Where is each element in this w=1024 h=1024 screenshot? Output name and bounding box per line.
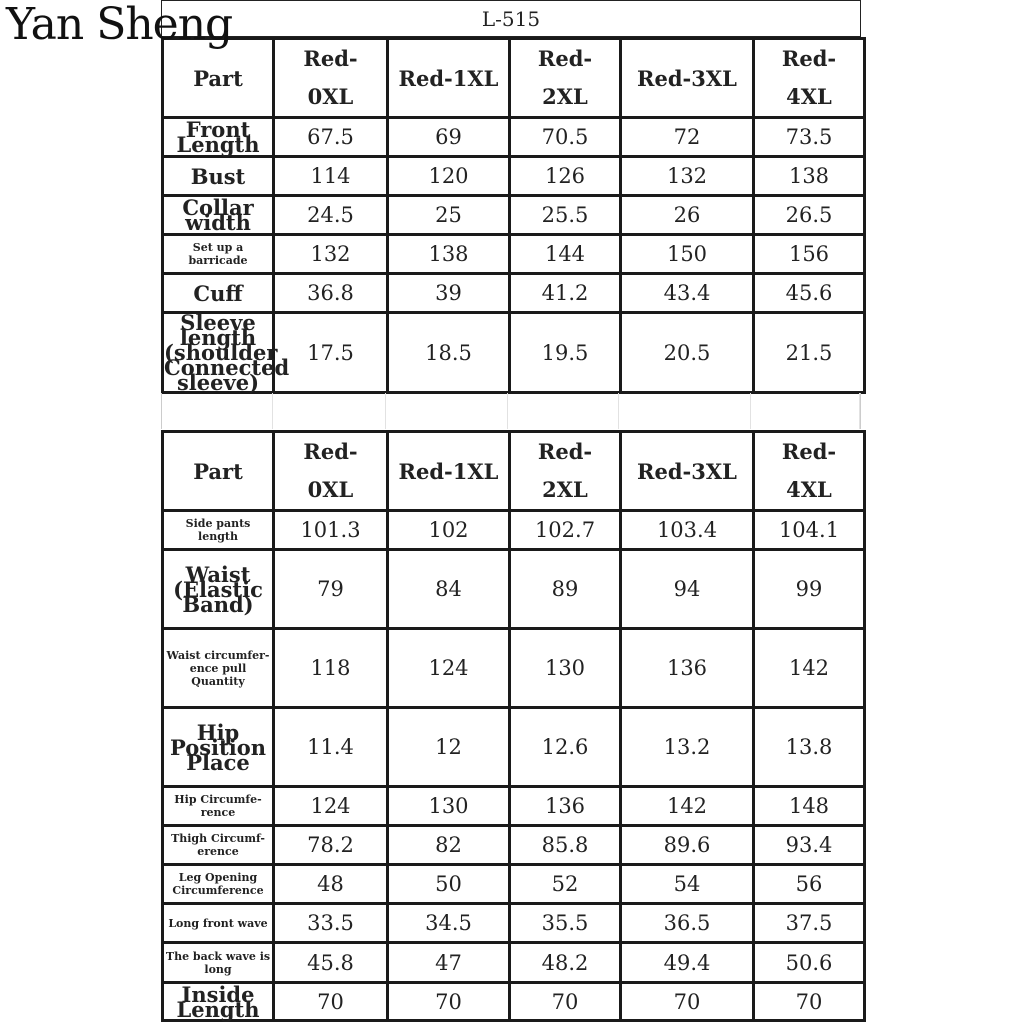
table-cell: 70 bbox=[510, 983, 621, 1021]
table-cell: 73.5 bbox=[754, 118, 865, 157]
table-cell: 132 bbox=[621, 157, 754, 196]
header-size-0xl bbox=[274, 432, 388, 511]
header-prefix: Red- bbox=[781, 46, 837, 71]
table-cell: 54 bbox=[621, 865, 754, 904]
row-label: Leg Opening Circumference bbox=[163, 865, 274, 904]
table-cell: 36.8 bbox=[274, 274, 388, 313]
table-cell: 85.8 bbox=[510, 826, 621, 865]
table-cell: 37.5 bbox=[754, 904, 865, 943]
table-cell: 118 bbox=[274, 629, 388, 708]
row-label: Hip Circumfe-rence bbox=[163, 787, 274, 826]
table-cell: 26 bbox=[621, 196, 754, 235]
table-cell: 102.7 bbox=[510, 511, 621, 550]
header-size: 2XL bbox=[542, 84, 588, 109]
table-cell: 138 bbox=[754, 157, 865, 196]
row-label: Waist circumfer-ence pull Quantity bbox=[163, 629, 274, 708]
table-cell: 93.4 bbox=[754, 826, 865, 865]
table-cell: 26.5 bbox=[754, 196, 865, 235]
table-cell: 50.6 bbox=[754, 943, 865, 983]
spacer-cell bbox=[751, 393, 860, 429]
table-cell: 25 bbox=[388, 196, 510, 235]
table-cell: 120 bbox=[388, 157, 510, 196]
header-prefix: Red- bbox=[781, 439, 837, 464]
header-size-3xl: Red-3XL bbox=[621, 432, 754, 511]
header-size: 0XL bbox=[307, 84, 354, 109]
table-cell: 39 bbox=[388, 274, 510, 313]
table-row bbox=[163, 118, 865, 157]
header-size-4xl bbox=[754, 432, 865, 511]
header-size: 4XL bbox=[786, 84, 832, 109]
spacer-cell bbox=[619, 393, 752, 429]
header-size-2xl bbox=[510, 39, 621, 118]
top-size-table bbox=[161, 37, 866, 394]
table-cell: 94 bbox=[621, 550, 754, 629]
table-row bbox=[163, 550, 865, 629]
table-spacer bbox=[161, 393, 861, 429]
row-label: Collar width bbox=[163, 196, 274, 235]
table-cell: 124 bbox=[388, 629, 510, 708]
table-cell: 130 bbox=[388, 787, 510, 826]
table-cell: 41.2 bbox=[510, 274, 621, 313]
table-cell: 150 bbox=[621, 235, 754, 274]
header-prefix: Red- bbox=[303, 46, 358, 71]
table-cell: 48 bbox=[274, 865, 388, 904]
table-row bbox=[163, 787, 865, 826]
table-cell: 103.4 bbox=[621, 511, 754, 550]
table-cell: 156 bbox=[754, 235, 865, 274]
table-cell: 18.5 bbox=[388, 313, 510, 393]
table-cell: 69 bbox=[388, 118, 510, 157]
table-row bbox=[163, 904, 865, 943]
table-cell: 36.5 bbox=[621, 904, 754, 943]
header-size-4xl bbox=[754, 39, 865, 118]
header-row bbox=[163, 432, 865, 511]
table-cell: 102 bbox=[388, 511, 510, 550]
table-cell: 12 bbox=[388, 708, 510, 787]
table-cell: 114 bbox=[274, 157, 388, 196]
table-cell: 84 bbox=[388, 550, 510, 629]
row-label: Side pants length bbox=[163, 511, 274, 550]
table-cell: 101.3 bbox=[274, 511, 388, 550]
table-cell: 25.5 bbox=[510, 196, 621, 235]
table-cell: 99 bbox=[754, 550, 865, 629]
header-size: 2XL bbox=[542, 477, 588, 502]
table-row bbox=[163, 629, 865, 708]
table-row bbox=[163, 157, 865, 196]
row-label: Inside Length bbox=[163, 983, 274, 1021]
header-part: Part bbox=[163, 39, 274, 118]
spacer-cell bbox=[162, 393, 273, 429]
table-row bbox=[163, 865, 865, 904]
table-cell: 138 bbox=[388, 235, 510, 274]
table-cell: 33.5 bbox=[274, 904, 388, 943]
table-cell: 67.5 bbox=[274, 118, 388, 157]
table-row bbox=[163, 708, 865, 787]
table-row bbox=[163, 235, 865, 274]
bottom-size-table bbox=[161, 430, 866, 1022]
table-row bbox=[163, 943, 865, 983]
table-cell: 70 bbox=[388, 983, 510, 1021]
table-cell: 142 bbox=[621, 787, 754, 826]
table-row bbox=[163, 983, 865, 1021]
table-cell: 24.5 bbox=[274, 196, 388, 235]
table-cell: 49.4 bbox=[621, 943, 754, 983]
table-cell: 70 bbox=[274, 983, 388, 1021]
spacer-cell bbox=[273, 393, 387, 429]
header-size: 4XL bbox=[786, 477, 832, 502]
table-cell: 12.6 bbox=[510, 708, 621, 787]
header-prefix: Red- bbox=[537, 439, 593, 464]
table-cell: 132 bbox=[274, 235, 388, 274]
row-label: Bust bbox=[163, 157, 274, 196]
table-cell: 78.2 bbox=[274, 826, 388, 865]
brand-watermark: Yan Sheng bbox=[6, 0, 233, 50]
table-cell: 89.6 bbox=[621, 826, 754, 865]
table-cell: 130 bbox=[510, 629, 621, 708]
table-cell: 144 bbox=[510, 235, 621, 274]
table-row bbox=[163, 274, 865, 313]
table-cell: 142 bbox=[754, 629, 865, 708]
table-row bbox=[163, 511, 865, 550]
header-size-0xl bbox=[274, 39, 388, 118]
row-label: Thigh Circumf-erence bbox=[163, 826, 274, 865]
header-row bbox=[163, 39, 865, 118]
table-cell: 82 bbox=[388, 826, 510, 865]
header-size-3xl: Red-3XL bbox=[621, 39, 754, 118]
table-cell: 11.4 bbox=[274, 708, 388, 787]
table-cell: 47 bbox=[388, 943, 510, 983]
table-cell: 35.5 bbox=[510, 904, 621, 943]
table-cell: 45.6 bbox=[754, 274, 865, 313]
table-cell: 136 bbox=[510, 787, 621, 826]
table-cell: 50 bbox=[388, 865, 510, 904]
table-cell: 19.5 bbox=[510, 313, 621, 393]
table-cell: 148 bbox=[754, 787, 865, 826]
spacer-cell bbox=[386, 393, 508, 429]
table-cell: 124 bbox=[274, 787, 388, 826]
header-prefix: Red- bbox=[537, 46, 593, 71]
table-cell: 56 bbox=[754, 865, 865, 904]
row-label: Front Length bbox=[163, 118, 274, 157]
table-cell: 126 bbox=[510, 157, 621, 196]
table-cell: 136 bbox=[621, 629, 754, 708]
table-cell: 45.8 bbox=[274, 943, 388, 983]
spacer-cell bbox=[508, 393, 619, 429]
table-cell: 21.5 bbox=[754, 313, 865, 393]
table-cell: 70 bbox=[754, 983, 865, 1021]
table-cell: 13.2 bbox=[621, 708, 754, 787]
table-cell: 89 bbox=[510, 550, 621, 629]
chart-title: L-515 bbox=[161, 0, 861, 37]
table-row bbox=[163, 196, 865, 235]
header-size-2xl bbox=[510, 432, 621, 511]
table-cell: 43.4 bbox=[621, 274, 754, 313]
table-cell: 70 bbox=[621, 983, 754, 1021]
header-part: Part bbox=[163, 432, 274, 511]
row-label: Waist (Elastic Band) bbox=[163, 550, 274, 629]
table-cell: 72 bbox=[621, 118, 754, 157]
row-label: Sleeve length (shoulder Connected sleeve) bbox=[164, 310, 290, 395]
row-label: Long front wave bbox=[163, 904, 274, 943]
table-cell: 13.8 bbox=[754, 708, 865, 787]
table-cell: 20.5 bbox=[621, 313, 754, 393]
row-label: The back wave is long bbox=[163, 943, 274, 983]
table-cell: 48.2 bbox=[510, 943, 621, 983]
size-chart bbox=[161, 0, 863, 1024]
row-label: Cuff bbox=[163, 274, 274, 313]
header-size: 0XL bbox=[307, 477, 354, 502]
header-prefix: Red- bbox=[303, 439, 358, 464]
header-size-1xl: Red-1XL bbox=[388, 39, 510, 118]
row-label: Set up a barricade bbox=[163, 235, 274, 274]
table-cell: 34.5 bbox=[388, 904, 510, 943]
table-cell: 104.1 bbox=[754, 511, 865, 550]
table-cell: 79 bbox=[274, 550, 388, 629]
table-cell: 17.5 bbox=[274, 313, 388, 393]
table-cell: 70.5 bbox=[510, 118, 621, 157]
row-label: Hip Position Place bbox=[163, 708, 274, 787]
table-cell: 52 bbox=[510, 865, 621, 904]
header-size-1xl: Red-1XL bbox=[388, 432, 510, 511]
table-row bbox=[163, 826, 865, 865]
table-row bbox=[163, 313, 865, 393]
